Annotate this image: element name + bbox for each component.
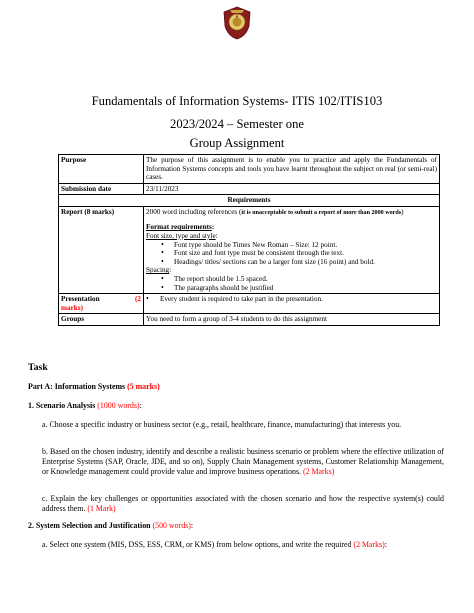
submission-value: 23/11/2023 — [144, 183, 440, 195]
q1c-paragraph — [42, 494, 444, 514]
purpose-label: Purpose — [59, 155, 144, 184]
table-row — [59, 294, 440, 314]
groups-text: You need to form a group of 3-4 students to do this assignment — [144, 314, 440, 326]
q2a-paragraph: a. Select one system (MIS, DSS, ESS, CRM, or KMS) from below options, and write the required (2 Marks): — [42, 540, 387, 549]
purpose-text: The purpose of this assignment is to enable you to practice and apply the Fundamentals of Information Systems concepts and tools you have learnt throughout the subject on real (or semi-real) cases. — [144, 155, 440, 184]
presentation-text-cell — [144, 294, 440, 314]
list-item: • Headings/ titles/ sections can be a larger font size (16 point) and bold. — [174, 258, 437, 267]
spacing-requirements-list — [146, 275, 437, 292]
q1c-text: c. Explain the key challenges or opportunities associated with the chosen scenario and how the respective system(s) could address them. — [42, 494, 444, 513]
table-row — [59, 195, 440, 207]
list-item: • The report should be 1.5 spaced. — [174, 275, 437, 284]
list-item: • The paragraphs should be justified — [174, 284, 437, 293]
semester-line: 2023/2024 – Semester one — [170, 117, 304, 131]
q1a-text: a. Choose a specific industry or business sector (e.g., retail, healthcare, finance, manufacturing) that interests you. — [42, 420, 402, 429]
assignment-details-table — [58, 154, 440, 326]
q2-words: (500 words) — [152, 521, 191, 530]
part-a-marks: (5 marks) — [127, 382, 160, 391]
table-row — [59, 314, 440, 326]
presentation-label-cell — [59, 294, 144, 314]
q1b-paragraph — [42, 447, 444, 477]
bullet-icon: • — [146, 294, 149, 304]
presentation-marks: (2 — [135, 295, 141, 304]
presentation-label: Presentation — [61, 295, 100, 304]
requirements-heading: Requirements — [59, 195, 440, 207]
q2a-marks: (2 Marks) — [353, 540, 385, 549]
q1b-text: b. Based on the chosen industry, identify and describe a realistic business scenario or problem where the effective utilization of Enterprise Systems (SAP, Oracle, JDE, and so on), Supply Chain Management systems, Customer Relationship Management, or Knowledge management could provide value and improve business operations. — [42, 447, 444, 476]
table-row — [59, 183, 440, 195]
assignment-type: Group Assignment — [189, 136, 285, 150]
part-a-heading — [28, 382, 450, 392]
university-seal-icon — [222, 6, 252, 40]
part-a-title: Part A: Information Systems — [28, 382, 128, 391]
q1b-marks: (2 Marks) — [302, 467, 335, 476]
q1-title: 1. Scenario Analysis — [28, 401, 98, 410]
report-note: it is unacceptable to submit a report of more than 2000 words — [241, 209, 402, 216]
font-heading: Font size, type and style — [146, 231, 216, 240]
spacing-heading: Spacing — [146, 266, 170, 275]
list-item: • Font size and font type must be consistent through the text. — [174, 249, 437, 258]
q2a-text: a. Select one system (MIS, DSS, ESS, CRM, or KMS) from below options, and write the required — [42, 540, 354, 549]
report-words: 2000 word including references ( — [146, 207, 242, 216]
table-row — [59, 206, 440, 293]
list-item: • Font type should be Times New Roman – Size: 12 point. — [174, 241, 437, 250]
q1-words: (1000 words) — [97, 401, 140, 410]
presentation-text: Every student is required to take part in the presentation. — [160, 295, 323, 304]
presentation-marks-close: marks) — [61, 303, 83, 312]
document-title: Fundamentals of Information Systems- ITIS 102/ITIS103 — [91, 94, 383, 108]
submission-label: Submission date — [59, 183, 144, 195]
report-label: Report (8 marks) — [59, 206, 144, 293]
format-heading: Format requirements — [146, 223, 212, 232]
table-row — [59, 155, 440, 184]
font-requirements-list — [146, 241, 437, 267]
report-details: 2000 word including references (it is unacceptable to submit a report of more than 2000 words) Format requirements: Font size, type and style: • Font type should be Times New Roman – Size: 12 point. • Font size and font type must be consistent through the text. • Headings/ titles/ sections can be a larger font size (16 point) and bold. Spacing: • The report should be 1.5 spaced. • The paragraphs should be justified — [144, 206, 440, 293]
q2-heading: 2. System Selection and Justification (500 words): — [28, 521, 194, 530]
q1-heading: 1. Scenario Analysis (1000 words): — [28, 401, 142, 410]
task-heading: Task — [28, 362, 48, 373]
q1c-marks: (1 Mark) — [87, 504, 116, 513]
q2-title: 2. System Selection and Justification — [28, 521, 153, 530]
groups-label: Groups — [59, 314, 144, 326]
